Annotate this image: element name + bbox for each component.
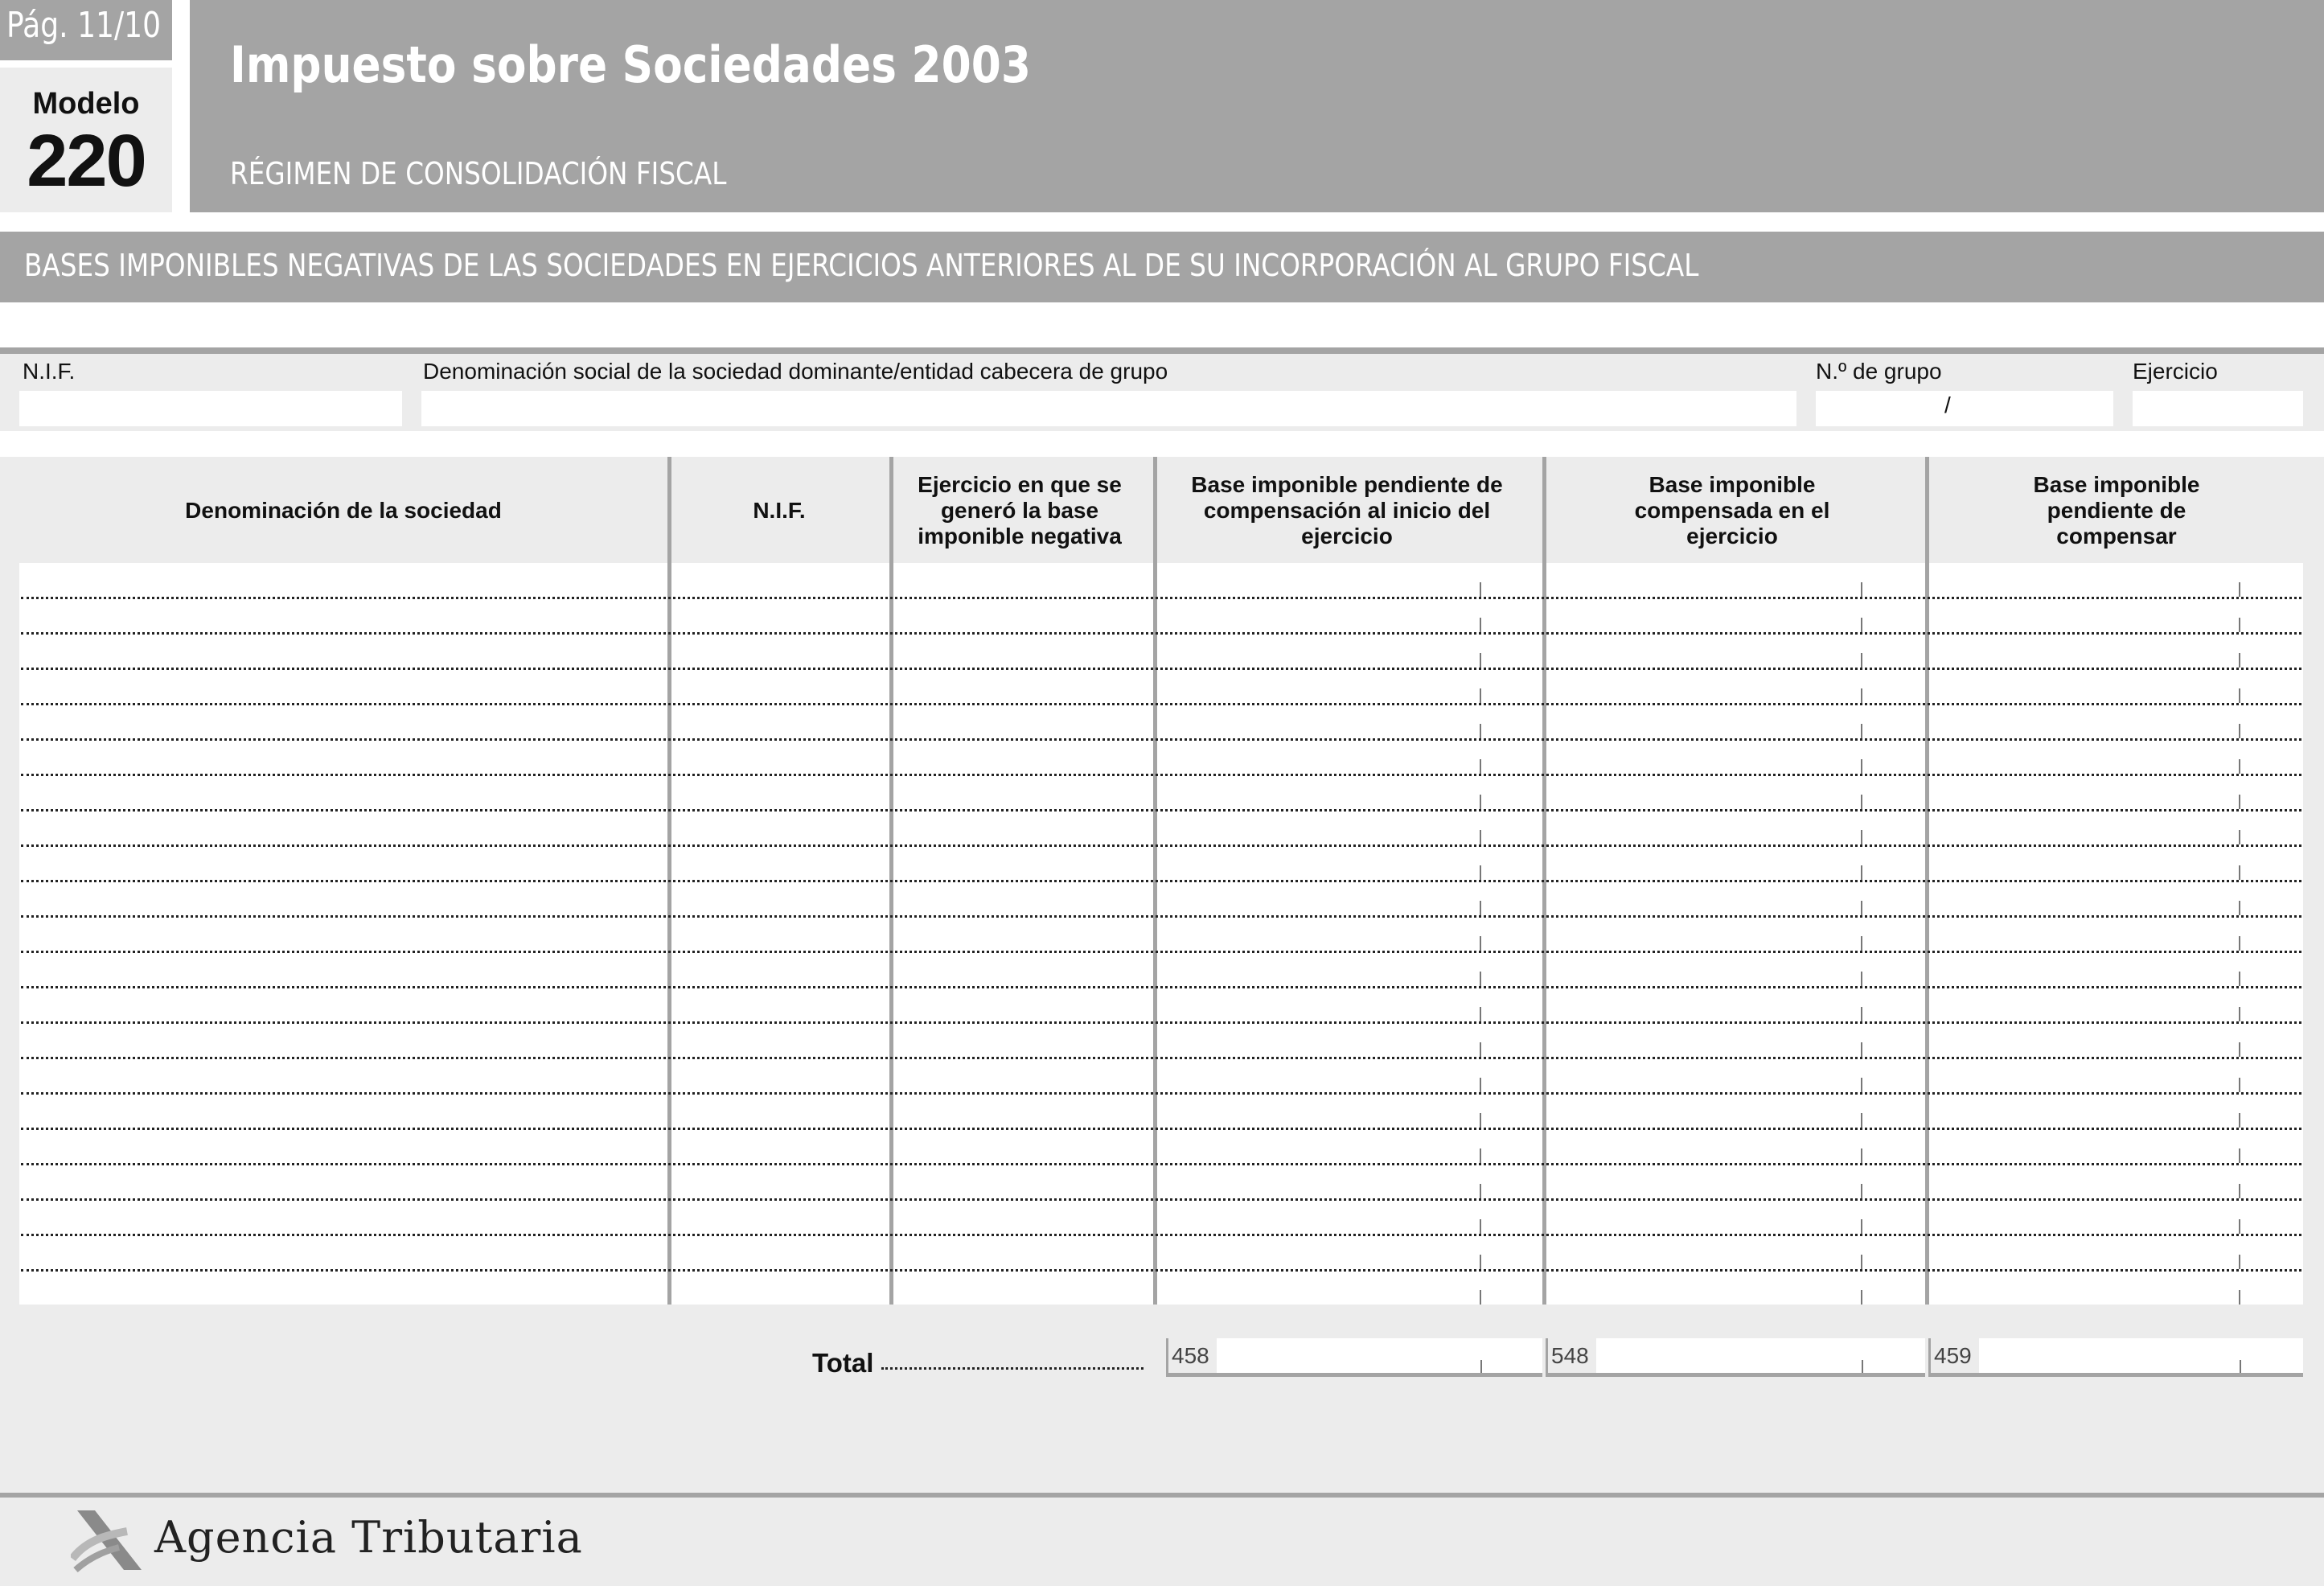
decimal-tick [1861, 759, 1862, 774]
decimal-tick [1480, 1007, 1481, 1021]
total-code: 459 [1934, 1343, 1972, 1368]
decimal-tick [1480, 1042, 1481, 1057]
col-header-compensada: Base imponible compensada en el ejercicio [1634, 472, 1830, 549]
total-code: 548 [1551, 1343, 1589, 1368]
decimal-tick [1480, 582, 1481, 597]
decimal-tick [2239, 972, 2240, 986]
decimal-tick [1480, 1219, 1481, 1234]
decimal-tick [1861, 1219, 1862, 1234]
decimal-tick [2239, 724, 2240, 738]
ejercicio-field[interactable] [2133, 391, 2303, 426]
decimal-tick [2239, 795, 2240, 809]
decimal-tick [1861, 1042, 1862, 1057]
decimal-tick [2239, 618, 2240, 632]
table-row[interactable] [21, 738, 2301, 741]
decimal-tick [1861, 1148, 1862, 1163]
grupo-label: N.º de grupo [1816, 359, 1942, 384]
decimal-tick [2239, 1255, 2240, 1269]
decimal-tick [1861, 1184, 1862, 1198]
table-row[interactable] [21, 951, 2301, 953]
col-header-denominacion: Denominación de la sociedad [185, 498, 502, 523]
decimal-tick [1480, 1184, 1481, 1198]
table-row[interactable] [21, 880, 2301, 882]
col-header-pendiente-compensar: Base imponible pendiente de compensar [2033, 472, 2200, 549]
decimal-tick [1480, 759, 1481, 774]
table-row[interactable] [21, 1021, 2301, 1024]
table-row[interactable] [21, 1057, 2301, 1059]
decimal-tick [1480, 688, 1481, 703]
table-row[interactable] [21, 809, 2301, 811]
page-indicator: Pág. 11/10 [6, 5, 162, 46]
decimal-tick [1480, 1255, 1481, 1269]
nif-label: N.I.F. [23, 359, 76, 384]
table-row[interactable] [21, 668, 2301, 670]
denominacion-label: Denominación social de la sociedad dominante/entidad cabecera de grupo [423, 359, 1168, 384]
decimal-tick [1480, 1148, 1481, 1163]
table-row[interactable] [21, 986, 2301, 988]
decimal-tick [1861, 1113, 1862, 1128]
decimal-tick [1480, 1078, 1481, 1092]
decimal-tick [1861, 901, 1862, 915]
col-header-nif: N.I.F. [753, 498, 806, 523]
total-compensada-field[interactable] [1546, 1338, 1925, 1377]
table-row[interactable] [21, 915, 2301, 918]
decimal-tick [2239, 865, 2240, 880]
table-row[interactable] [21, 1198, 2301, 1201]
decimal-tick [1861, 1255, 1862, 1269]
page-subtitle: RÉGIMEN DE CONSOLIDACIÓN FISCAL [230, 156, 727, 191]
decimal-tick [1480, 1360, 1482, 1373]
total-pendiente-inicio-field[interactable] [1166, 1338, 1542, 1377]
table-row[interactable] [21, 1234, 2301, 1236]
decimal-tick [2239, 653, 2240, 668]
decimal-tick [1480, 795, 1481, 809]
decimal-tick [1861, 830, 1862, 844]
grupo-separator: / [1944, 392, 1951, 417]
modelo-number: 220 [27, 120, 146, 202]
agency-name: Agencia Tributaria [154, 1512, 583, 1563]
decimal-tick [2240, 1360, 2241, 1373]
total-code: 458 [1172, 1343, 1209, 1368]
col-header-pendiente-inicio: Base imponible pendiente de compensación al inicio del ejercicio [1191, 472, 1503, 549]
total-pendiente-compensar-field[interactable] [1928, 1338, 2303, 1377]
agencia-tributaria-logo-icon [71, 1507, 145, 1573]
decimal-tick [2239, 759, 2240, 774]
decimal-tick [1861, 936, 1862, 951]
col-header-ejercicio: Ejercicio en que se generó la base imponible negativa [918, 472, 1122, 549]
decimal-tick [1480, 1113, 1481, 1128]
modelo-label: Modelo [32, 87, 140, 121]
nif-field[interactable] [19, 391, 402, 426]
total-label: Total [812, 1348, 874, 1378]
table-row[interactable] [21, 632, 2301, 635]
grupo-field[interactable] [1816, 391, 2113, 426]
decimal-tick [1861, 972, 1862, 986]
table-row[interactable] [21, 1128, 2301, 1130]
decimal-tick [2239, 1148, 2240, 1163]
decimal-tick [1861, 1290, 1862, 1305]
decimal-tick [2239, 582, 2240, 597]
decimal-tick [1862, 1360, 1863, 1373]
decimal-tick [1861, 618, 1862, 632]
decimal-tick [1480, 653, 1481, 668]
decimal-tick [1861, 582, 1862, 597]
section-title: BASES IMPONIBLES NEGATIVAS DE LAS SOCIEDADES EN EJERCICIOS ANTERIORES AL DE SU INCORPORACIÓN AL GRUPO FISCAL [24, 248, 1699, 283]
decimal-tick [1861, 795, 1862, 809]
decimal-tick [2239, 1184, 2240, 1198]
table-row[interactable] [21, 774, 2301, 776]
table-row[interactable] [21, 1269, 2301, 1272]
decimal-tick [1480, 936, 1481, 951]
total-leader-dots [881, 1367, 1144, 1370]
decimal-tick [2239, 936, 2240, 951]
decimal-tick [2239, 1042, 2240, 1057]
decimal-tick [1480, 618, 1481, 632]
table-row[interactable] [21, 1163, 2301, 1165]
table-row[interactable] [21, 597, 2301, 599]
decimal-tick [2239, 1113, 2240, 1128]
denominacion-field[interactable] [421, 391, 1796, 426]
decimal-tick [1480, 901, 1481, 915]
decimal-tick [2239, 901, 2240, 915]
decimal-tick [1861, 1078, 1862, 1092]
ejercicio-label: Ejercicio [2133, 359, 2218, 384]
decimal-tick [1480, 830, 1481, 844]
decimal-tick [2239, 1290, 2240, 1305]
decimal-tick [1861, 688, 1862, 703]
decimal-tick [1480, 865, 1481, 880]
decimal-tick [1480, 972, 1481, 986]
table-row[interactable] [21, 844, 2301, 847]
decimal-tick [1480, 724, 1481, 738]
decimal-tick [1861, 724, 1862, 738]
id-divider [0, 347, 2324, 354]
decimal-tick [1861, 1007, 1862, 1021]
table-row[interactable] [21, 1092, 2301, 1095]
decimal-tick [1861, 865, 1862, 880]
decimal-tick [2239, 688, 2240, 703]
decimal-tick [2239, 1219, 2240, 1234]
table-body[interactable] [19, 563, 2303, 1305]
decimal-tick [2239, 1007, 2240, 1021]
decimal-tick [1480, 1290, 1481, 1305]
table-row[interactable] [21, 703, 2301, 705]
decimal-tick [2239, 1078, 2240, 1092]
decimal-tick [2239, 830, 2240, 844]
decimal-tick [1861, 653, 1862, 668]
page-title: Impuesto sobre Sociedades 2003 [230, 35, 1031, 94]
